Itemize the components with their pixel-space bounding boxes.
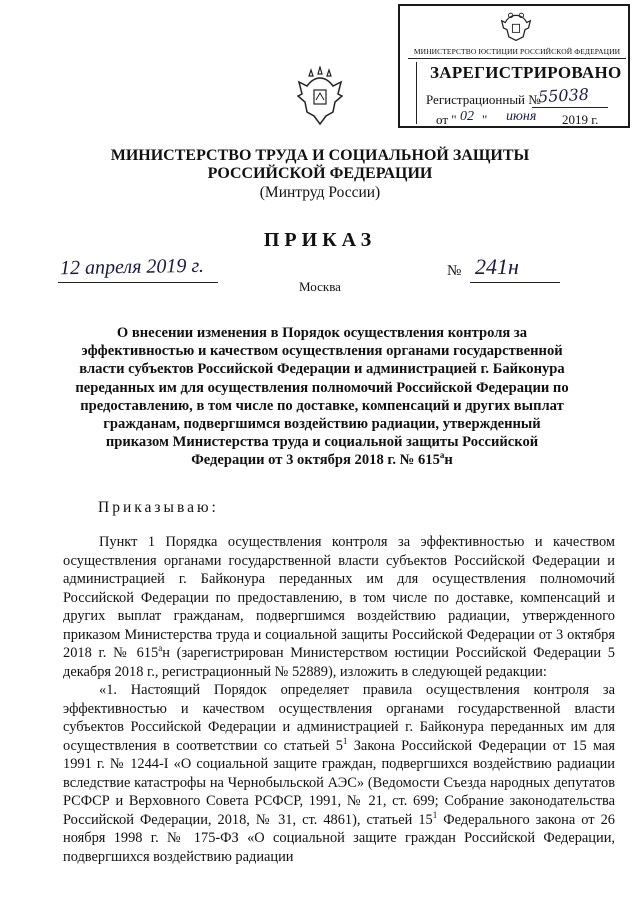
paragraph-1-superscript: а [158,643,163,654]
order-body [63,533,615,866]
stamp-date-day: 02 [460,109,474,124]
paragraph-2-superscript-1: 1 [342,735,348,746]
order-number-value: 241н [475,254,519,279]
handwritten-order-date: 12 апреля 2019 г. [59,254,205,280]
ministry-name-line1: МИНИСТЕРСТВО ТРУДА И СОЦИАЛЬНОЙ ЗАЩИТЫ [110,147,530,164]
stamp-emblem-icon [498,10,534,44]
ministry-name-line2: РОССИЙСКОЙ ФЕДЕРАЦИИ [207,165,433,182]
order-number-label: № [447,263,462,279]
coat-of-arms-icon [295,66,345,128]
order-title: ПРИКАЗ [263,229,377,251]
body-paragraph-2 [63,681,615,866]
stamp-ministry-name: МИНИСТЕРСТВО ЮСТИЦИИ РОССИЙСКОЙ ФЕДЕРАЦИИ [408,47,626,59]
stamp-date-prefix: от " [436,112,457,127]
paragraph-2-text: «1. Настоящий Порядок определяет правила осуществления контроля за эффективностью и качеством осуществления органами государственной власти субъектов Российской Федерации и администрацией г. Байконура переданных им для осуществления в соответствии со статьей 5 [63,682,615,754]
number-underline [470,282,560,283]
stamp-registration-label: Регистрационный № [426,92,541,107]
orders-word: Приказываю: [98,499,219,516]
paragraph-2-superscript-2: 1 [432,809,438,820]
subject-suffix: н [444,452,453,469]
paragraph-1-text-cont: н (зарегистрирован Министерством юстиции Российской Федерации 5 декабря 2018 г., регистрационный № 52889), изложить в следующей редакции: [63,645,615,680]
paragraph-1-text: Пункт 1 Порядка осуществления контроля за эффективностью и качеством осуществления органами государственной власти субъектов Российской Федерации и администрацией г. Байконура переданных им для осуществления полномочий Российской Федерации по предоставлению, в том числе по доставке, компенсаций и других выплат гражданам, подвергшимся воздействию радиации, утвержденного приказом Министерства труда и социальной защиты Российской Федерации от 3 октября 2018 г. № 615 [63,534,615,661]
stamp-date-year: 2019 г. [562,112,599,127]
subject-text: О внесении изменения в Порядок осуществления контроля за эффективностью и качеством осуществления органами государственной власти субъектов Российской Федерации и администрацией г. Байконура переданных им для осуществления полномочий Российской Федерации по предоставлению, в том числе по доставке, компенсаций и других выплат гражданам, подвергшимся воздействию радиации, утвержденный приказом Министерства труда и социальной защиты Российской Федерации от 3 октября 2018 г. № 615 [75,325,569,469]
order-subject [72,324,572,470]
ministry-short-name: (Минтруд России) [259,184,381,201]
paragraph-2-text-end: Федерального закона от 26 ноября 1998 г. № 175-ФЗ «О социальной защите граждан Российской Федерации, подвергшихся воздействию радиации [63,811,616,865]
stamp-date-quote: " [482,112,488,127]
body-paragraph-1 [63,533,615,681]
stamp-registration-number: 55038 [537,84,590,107]
paragraph-2-text-cont: Закона Российской Федерации от 15 мая 1991 г. № 1244-I «О социальной защите граждан, подвергшихся воздействию радиации вследствие катастрофы на Чернобыльской АЭС» (Ведомости Съезда народных депутатов РСФСР и Верховного Совета РСФСР, 1991, № 21, ст. 699; Собрание законодательства Российской Федерации, 2018, № 31, ст. 4861), статьей 15 [63,737,616,828]
stamp-number-underline [532,107,608,108]
stamp-registered-title: ЗАРЕГИСТРИРОВАНО [430,63,622,82]
stamp-date-month: июня [506,109,537,124]
subject-superscript: а [439,450,445,461]
order-city: Москва [299,279,341,294]
